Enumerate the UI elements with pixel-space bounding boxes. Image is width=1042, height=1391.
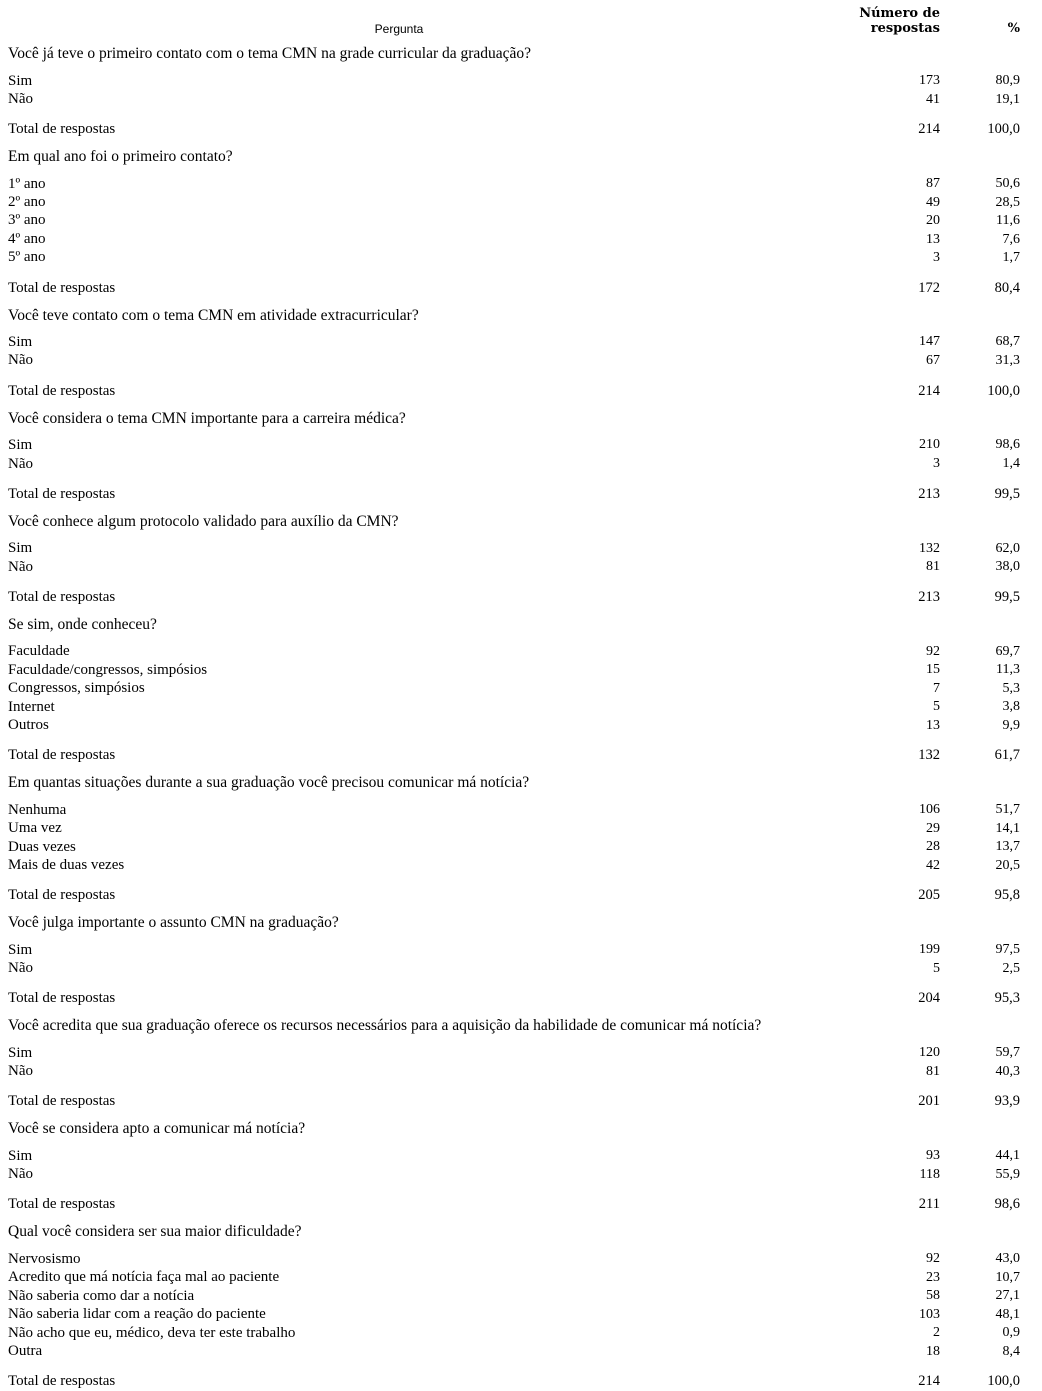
option-count: 20 <box>926 213 940 229</box>
option-label: 3º ano <box>8 212 46 229</box>
option-percent: 27,1 <box>995 1288 1020 1304</box>
option-percent: 14,1 <box>995 820 1020 836</box>
table-row <box>4 1306 1036 1325</box>
table-row <box>4 698 1036 717</box>
total-row <box>4 978 1036 1008</box>
option-count: 42 <box>926 857 940 873</box>
option-count: 15 <box>926 662 940 678</box>
table-row <box>4 857 1036 876</box>
option-count: 5 <box>933 960 940 976</box>
option-percent: 98,6 <box>995 437 1020 453</box>
option-percent: 2,5 <box>1002 960 1020 976</box>
table-row <box>4 433 1036 455</box>
table-row <box>4 1166 1036 1185</box>
table-row <box>4 1343 1036 1362</box>
question-text: Em qual ano foi o primeiro contato? <box>8 148 233 166</box>
table-row <box>4 212 1036 231</box>
option-count: 103 <box>919 1306 940 1322</box>
option-label: Não <box>8 558 33 575</box>
option-label: Sim <box>8 72 33 89</box>
question-row <box>4 401 1036 434</box>
option-label: Não acho que eu, médico, deva ter este trabalho <box>8 1324 296 1341</box>
question-text: Você já teve o primeiro contato com o tema CMN na grade curricular da graduação? <box>8 45 532 62</box>
total-label: Total de respostas <box>8 382 116 399</box>
option-label: Nervosismo <box>8 1251 81 1268</box>
option-percent: 9,9 <box>1002 717 1020 733</box>
total-count: 204 <box>918 990 940 1007</box>
option-count: 132 <box>919 540 940 556</box>
option-percent: 69,7 <box>995 643 1020 659</box>
option-count: 67 <box>926 353 940 369</box>
option-count: 3 <box>933 456 940 472</box>
question-row <box>4 1008 1036 1041</box>
table-row <box>4 960 1036 979</box>
option-label: Sim <box>8 437 33 454</box>
option-count: 199 <box>919 942 940 958</box>
table-row <box>4 558 1036 577</box>
total-row <box>4 1361 1036 1391</box>
option-count: 28 <box>926 839 940 855</box>
total-label: Total de respostas <box>8 121 116 138</box>
table-row <box>4 330 1036 352</box>
option-label: Nenhuma <box>8 802 67 818</box>
option-label: Sim <box>8 334 33 351</box>
total-percent: 100,0 <box>987 121 1020 138</box>
option-count: 41 <box>926 91 940 107</box>
total-count: 201 <box>918 1093 940 1110</box>
total-percent: 61,7 <box>994 747 1020 764</box>
table-row <box>4 798 1036 820</box>
option-count: 147 <box>919 334 940 350</box>
table-row <box>4 69 1036 91</box>
option-count: 106 <box>919 802 940 818</box>
question-row <box>4 765 1036 798</box>
table-row <box>4 231 1036 250</box>
option-percent: 59,7 <box>995 1045 1020 1061</box>
total-row <box>4 875 1036 905</box>
option-label: 4º ano <box>8 230 46 247</box>
question-row <box>4 139 1036 172</box>
total-count: 213 <box>918 485 940 502</box>
option-label: Internet <box>8 698 55 715</box>
question-text: Você acredita que sua graduação oferece os recursos necessários para a aquisição da habilidade de comunicar má notícia? <box>8 1017 762 1035</box>
table-body <box>4 43 1036 1391</box>
option-count: 92 <box>926 643 940 659</box>
total-row <box>4 1081 1036 1111</box>
option-label: Sim <box>8 540 33 557</box>
option-label: 2º ano <box>8 193 46 210</box>
total-row <box>4 268 1036 298</box>
total-count: 205 <box>918 887 940 904</box>
question-text: Qual você considera ser sua maior dificuldade? <box>8 1223 302 1241</box>
table-row <box>4 455 1036 474</box>
option-count: 18 <box>926 1343 940 1359</box>
total-count: 214 <box>918 121 940 138</box>
total-count: 172 <box>918 279 940 296</box>
option-label: Não saberia como dar a notícia <box>8 1287 195 1304</box>
option-percent: 38,0 <box>995 559 1020 575</box>
option-percent: 50,6 <box>995 175 1020 191</box>
table-row <box>4 1287 1036 1306</box>
total-label: Total de respostas <box>8 279 116 296</box>
option-percent: 19,1 <box>995 91 1020 107</box>
option-count: 58 <box>926 1288 940 1304</box>
table-row <box>4 838 1036 857</box>
total-percent: 100,0 <box>987 382 1020 399</box>
option-label: 5º ano <box>8 249 46 266</box>
option-percent: 10,7 <box>995 1269 1020 1285</box>
option-count: 23 <box>926 1269 940 1285</box>
table-row <box>4 1041 1036 1063</box>
option-count: 7 <box>933 680 940 696</box>
option-percent: 55,9 <box>995 1166 1020 1182</box>
option-percent: 44,1 <box>995 1148 1020 1164</box>
option-count: 81 <box>926 559 940 575</box>
total-count: 213 <box>918 588 940 605</box>
question-row <box>4 43 1036 69</box>
question-text: Em quantas situações durante a sua graduação você precisou comunicar má notícia? <box>8 774 530 792</box>
option-count: 92 <box>926 1251 940 1267</box>
option-label: Duas vezes <box>8 838 76 855</box>
option-percent: 48,1 <box>995 1306 1020 1322</box>
total-row <box>4 1184 1036 1214</box>
option-label: Não <box>8 960 33 977</box>
total-label: Total de respostas <box>8 1196 116 1213</box>
option-count: 49 <box>926 194 940 210</box>
option-label: Acredito que má notícia faça mal ao paciente <box>8 1269 280 1286</box>
option-count: 13 <box>926 231 940 247</box>
total-label: Total de respostas <box>8 747 116 764</box>
question-text: Você se considera apto a comunicar má notícia? <box>8 1120 306 1138</box>
total-percent: 80,4 <box>994 279 1020 296</box>
option-label: Sim <box>8 1148 33 1165</box>
question-row <box>4 298 1036 331</box>
question-row <box>4 905 1036 938</box>
option-label: Faculdade/congressos, simpósios <box>8 661 208 678</box>
option-percent: 62,0 <box>995 540 1020 556</box>
option-count: 29 <box>926 820 940 836</box>
table-row <box>4 1144 1036 1166</box>
option-label: Sim <box>8 1045 33 1062</box>
option-percent: 20,5 <box>995 857 1020 873</box>
option-percent: 0,9 <box>1002 1325 1020 1341</box>
table-row <box>4 352 1036 371</box>
total-label: Total de respostas <box>8 588 116 605</box>
option-count: 93 <box>926 1148 940 1164</box>
option-label: Não <box>8 90 33 107</box>
option-count: 210 <box>919 437 940 453</box>
option-count: 118 <box>919 1166 940 1182</box>
question-row <box>4 607 1036 640</box>
table-row <box>4 717 1036 736</box>
total-row <box>4 109 1036 139</box>
column-header-responses: Número de respostas <box>859 6 940 36</box>
total-count: 211 <box>918 1196 940 1213</box>
total-row <box>4 735 1036 765</box>
total-percent: 99,5 <box>994 485 1020 502</box>
option-count: 2 <box>933 1325 940 1341</box>
option-percent: 1,7 <box>1002 250 1020 266</box>
option-percent: 28,5 <box>995 194 1020 210</box>
table-row <box>4 1247 1036 1269</box>
total-count: 214 <box>918 1373 940 1390</box>
option-count: 13 <box>926 717 940 733</box>
table-row <box>4 1269 1036 1288</box>
table-row <box>4 91 1036 110</box>
total-percent: 99,5 <box>994 588 1020 605</box>
option-label: Outros <box>8 717 49 734</box>
total-label: Total de respostas <box>8 887 116 904</box>
total-label: Total de respostas <box>8 1373 116 1390</box>
table-row <box>4 639 1036 661</box>
option-percent: 11,6 <box>996 213 1020 229</box>
total-count: 214 <box>918 382 940 399</box>
total-row <box>4 474 1036 504</box>
table-row <box>4 661 1036 680</box>
option-label: Não <box>8 455 33 472</box>
option-label: Não <box>8 352 33 369</box>
table-header <box>4 6 1036 43</box>
table-row <box>4 1063 1036 1082</box>
option-label: Não saberia lidar com a reação do paciente <box>8 1306 266 1323</box>
total-percent: 95,3 <box>994 990 1020 1007</box>
table-row <box>4 536 1036 558</box>
table-row <box>4 194 1036 213</box>
option-label: Congressos, simpósios <box>8 680 145 697</box>
option-count: 3 <box>933 250 940 266</box>
total-row <box>4 577 1036 607</box>
question-text: Você conhece algum protocolo validado para auxílio da CMN? <box>8 512 399 530</box>
total-label: Total de respostas <box>8 1093 116 1110</box>
total-count: 132 <box>918 747 940 764</box>
table-row <box>4 172 1036 194</box>
option-label: Sim <box>8 942 33 959</box>
option-percent: 31,3 <box>995 353 1020 369</box>
question-row <box>4 1214 1036 1247</box>
option-percent: 3,8 <box>1002 699 1020 715</box>
question-text: Você considera o tema CMN importante para a carreira médica? <box>8 409 406 427</box>
total-percent: 98,6 <box>994 1196 1020 1213</box>
option-percent: 13,7 <box>995 839 1020 855</box>
option-label: Faculdade <box>8 643 70 660</box>
option-percent: 1,4 <box>1002 456 1020 472</box>
table-row <box>4 1324 1036 1343</box>
option-label: Uma vez <box>8 820 62 837</box>
question-text: Você julga importante o assunto CMN na graduação? <box>8 914 339 932</box>
option-label: Não <box>8 1166 33 1183</box>
option-percent: 8,4 <box>1002 1343 1020 1359</box>
survey-results-table <box>4 6 1036 1391</box>
option-percent: 7,6 <box>1002 231 1020 247</box>
option-percent: 40,3 <box>995 1063 1020 1079</box>
total-percent: 95,8 <box>994 887 1020 904</box>
option-count: 5 <box>933 699 940 715</box>
question-row <box>4 1111 1036 1144</box>
option-count: 120 <box>919 1045 940 1061</box>
option-percent: 51,7 <box>995 802 1020 818</box>
option-label: 1º ano <box>8 175 46 192</box>
option-percent: 97,5 <box>995 942 1020 958</box>
column-header-question: Pergunta <box>374 22 424 36</box>
total-percent: 93,9 <box>994 1093 1020 1110</box>
option-count: 87 <box>926 175 940 191</box>
option-label: Mais de duas vezes <box>8 857 125 874</box>
question-text: Você teve contato com o tema CMN em atividade extracurricular? <box>8 306 419 324</box>
table-row <box>4 820 1036 839</box>
question-text: Se sim, onde conheceu? <box>8 615 157 633</box>
option-count: 81 <box>926 1063 940 1079</box>
total-row <box>4 371 1036 401</box>
option-percent: 68,7 <box>995 334 1020 350</box>
option-percent: 11,3 <box>996 662 1020 678</box>
option-percent: 43,0 <box>995 1251 1020 1267</box>
option-count: 173 <box>919 72 940 88</box>
table-row <box>4 680 1036 699</box>
table-row <box>4 938 1036 960</box>
total-percent: 100,0 <box>987 1373 1020 1390</box>
total-label: Total de respostas <box>8 990 116 1007</box>
option-percent: 5,3 <box>1002 680 1020 696</box>
option-percent: 80,9 <box>995 72 1020 88</box>
option-label: Outra <box>8 1343 43 1360</box>
table-row <box>4 249 1036 268</box>
option-label: Não <box>8 1063 33 1080</box>
column-header-percent: % <box>1007 21 1020 36</box>
question-row <box>4 504 1036 537</box>
total-label: Total de respostas <box>8 485 116 502</box>
